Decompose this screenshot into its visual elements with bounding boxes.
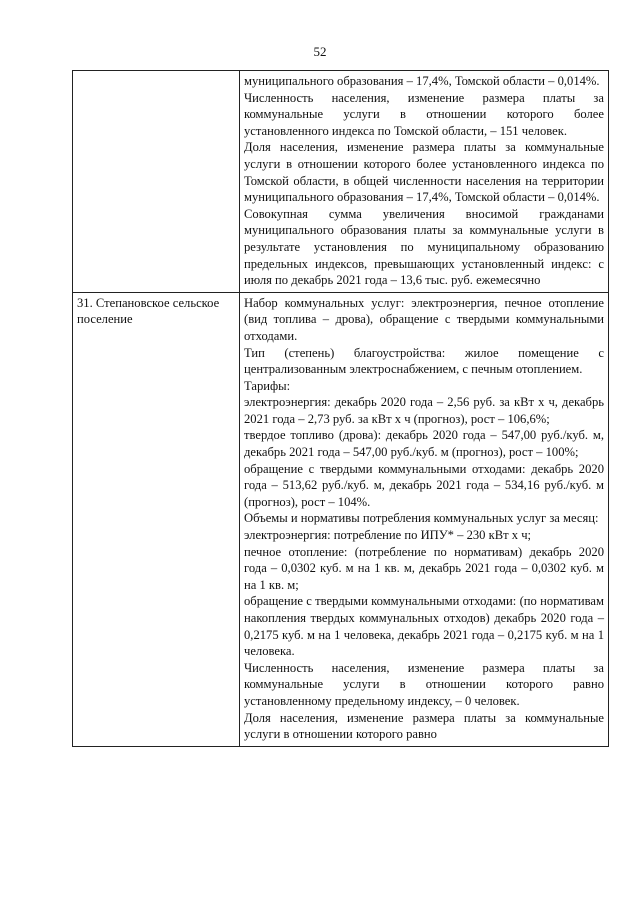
details-cell [240, 292, 609, 746]
paragraph: Доля населения, изменение размера платы за коммунальные услуги в отношении которого равно [244, 710, 604, 742]
paragraph: Тип (степень) благоустройства: жилое помещение с централизованным электроснабжением, с печным отоплением. [244, 345, 604, 377]
table-row [73, 292, 609, 746]
paragraph: электроэнергия: потребление по ИПУ* – 230 кВт х ч; [244, 528, 532, 543]
paragraph: Численность населения, изменение размера платы за коммунальные услуги в отношении которого более установленного индекса по Томской области, – 151 человек. [244, 90, 604, 138]
paragraph: твердое топливо (дрова): декабрь 2020 года – 547,00 руб./куб. м, декабрь 2021 года – 547,00 руб./куб. м (прогноз), рост – 100%; [244, 428, 604, 460]
details-cell [240, 71, 609, 293]
municipality-cell [73, 71, 240, 293]
page-number: 52 [313, 44, 327, 59]
paragraph: электроэнергия: декабрь 2020 года – 2,56 руб. за кВт х ч, декабрь 2021 года – 2,73 руб. за кВт х ч (прогноз), рост – 106,6%; [244, 395, 604, 426]
paragraph: Совокупная сумма увеличения вносимой гражданами муниципального образования платы за коммунальные услуги в результате установления по муниципальному образованию предельных индексов, превышающих установленный индекс: с июля по декабрь 2021 года – 13,6 тыс. руб. ежемесячно [244, 206, 604, 288]
paragraph: обращение с твердыми коммунальными отходами: (по нормативам накопления твердых коммунальных отходов) декабрь 2020 года – 0,2175 куб. м на 1 человека, декабрь 2021 года – 0,2175 куб. м на 1 человека. [244, 594, 604, 659]
paragraph: Набор коммунальных услуг: электроэнергия, печное отопление (вид топлива – дрова), обращение с твердыми коммунальными отходами. [244, 295, 604, 343]
paragraph: печное отопление: (потребление по нормативам) декабрь 2020 года – 0,0302 куб. м на 1 кв. м, декабрь 2021 года – 0,0302 куб. м на 1 кв. м; [244, 544, 604, 592]
tariff-table [72, 70, 609, 747]
municipality-cell: 31. Степановское сельское поселение [73, 292, 240, 746]
paragraph: Объемы и нормативы потребления коммунальных услуг за месяц: [244, 511, 599, 526]
paragraph: Доля населения, изменение размера платы за коммунальные услуги в отношении которого более установленного индекса по Томской области, в общей численности населения на территории муниципального образования – 17,4%, Томской области – 0,014%. [244, 140, 604, 205]
table-row [73, 71, 609, 293]
paragraph: Тарифы: [244, 378, 291, 393]
paragraph: Численность населения, изменение размера платы за коммунальные услуги в отношении которого равно установленному предельному индексу, – 0 человек. [244, 660, 604, 708]
paragraph: обращение с твердыми коммунальными отходами: декабрь 2020 года – 513,62 руб./куб. м, декабрь 2021 года – 534,16 руб./куб. м (прогноз), рост – 104%. [244, 461, 604, 509]
paragraph: муниципального образования – 17,4%, Томской области – 0,014%. [244, 74, 600, 88]
